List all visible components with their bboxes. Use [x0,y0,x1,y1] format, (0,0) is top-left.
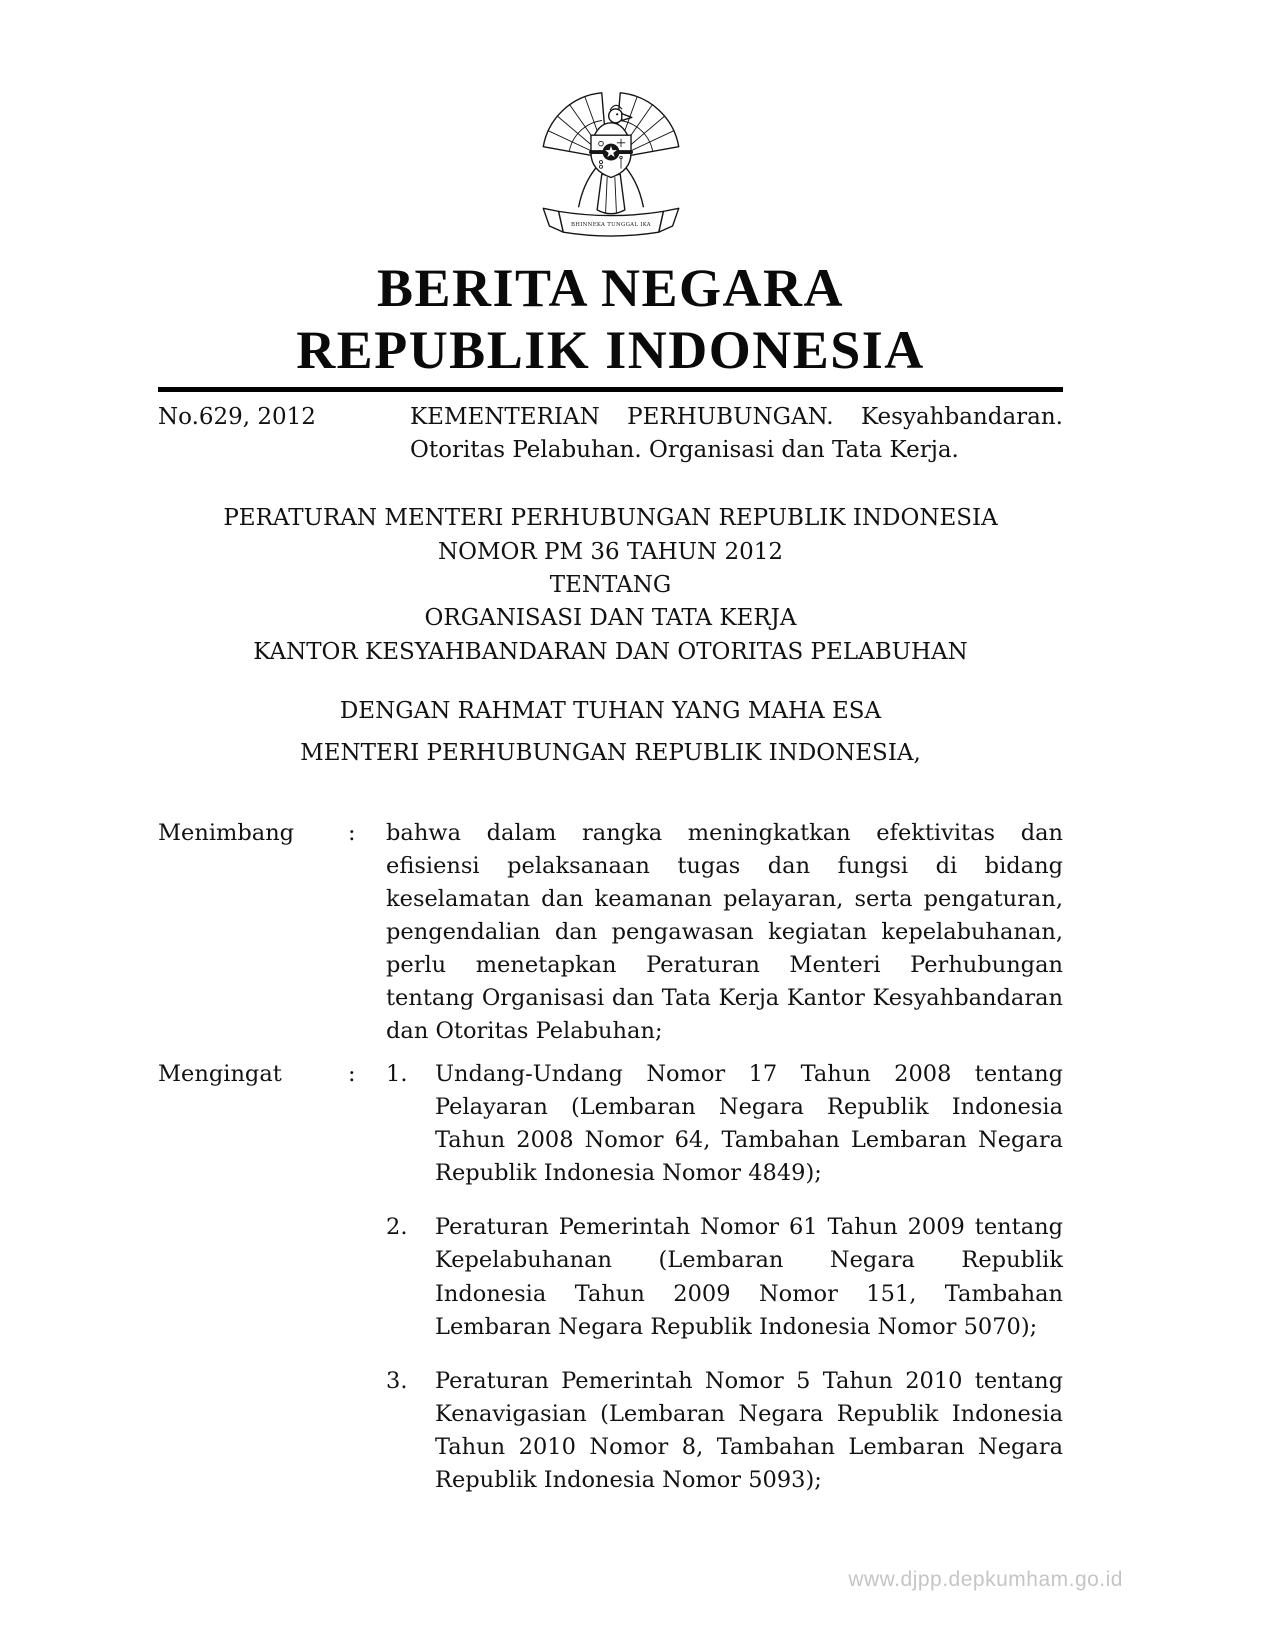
garuda-pancasila-emblem [534,62,688,247]
menimbang-text: bahwa dalam rangka meningkatkan efektivitas dan efisiensi pelaksanaan tugas dan fungsi di bidang keselamatan dan keamanan pelayaran, serta pengaturan, pengendalian dan pengawasan kegiatan kepelabuhanan, perlu menetapkan Peraturan Menteri Perhubungan tentang Organisasi dan Tata Kerja Kantor Kesyahbandaran dan Otoritas Pelabuhan; [386,819,1063,1045]
menimbang-label: Menimbang [158,819,295,846]
mengingat-list [386,1058,1063,1497]
invocation-line-1: DENGAN RAHMAT TUHAN YANG MAHA ESA [339,698,882,725]
masthead-title [158,257,1063,381]
menimbang-section [158,817,1063,1048]
legal-basis-item [386,1365,1063,1497]
regulation-title-line: PERATURAN MENTERI PERHUBUNGAN REPUBLIK INDONESIA [223,505,998,532]
issue-number: No.629, 2012 [158,403,316,430]
legal-basis-item [386,1211,1063,1343]
tentang-line: TENTANG [549,571,672,598]
menimbang-colon: : [348,819,356,846]
mengingat-section [158,1058,1063,1497]
tail-feathers [597,174,625,213]
footer-watermark: www.djpp.depkumham.go.id [848,1568,1123,1591]
garuda-pancasila-icon [534,62,688,247]
right-leg [626,168,643,206]
item-number: 2. [386,1214,408,1241]
masthead-title-line2: REPUBLIK INDONESIA [296,319,925,380]
masthead-info-row [158,401,1063,466]
item-text: Peraturan Pemerintah Nomor 61 Tahun 2009 tentang Kepelabuhanan (Lembaran Negara Republik Indonesia Tahun 2009 Nomor 151, Tambahan Lembaran Negara Republik Indonesia Nomor 5070); [435,1214,1063,1340]
banner-motto-text: BHINNEKA TUNGGAL IKA [570,222,651,229]
subject-abstract: KEMENTERIAN PERHUBUNGAN. Kesyahbandaran. Otoritas Pelabuhan. Organisasi dan Tata Kerja. [410,403,1063,463]
item-text: Undang-Undang Nomor 17 Tahun 2008 tentang Pelayaran (Lembaran Negara Republik Indonesia Tahun 2008 Nomor 64, Tambahan Lembaran Negara Republik Indonesia Nomor 4849); [435,1061,1063,1187]
legal-basis-item [386,1058,1063,1190]
pancasila-shield [590,135,630,177]
invocation-block [158,695,1063,771]
masthead-rule [158,387,1063,392]
item-text: Peraturan Pemerintah Nomor 5 Tahun 2010 tentang Kenavigasian (Lembaran Negara Republik Indonesia Tahun 2010 Nomor 8, Tambahan Lembaran Negara Republik Indonesia Nomor 5093); [435,1367,1063,1493]
mengingat-colon: : [348,1061,356,1088]
item-number: 3. [386,1367,408,1394]
mengingat-label: Mengingat [158,1061,282,1088]
invocation-line-2: MENTERI PERHUBUNGAN REPUBLIK INDONESIA, [300,740,921,767]
left-leg [578,168,595,206]
masthead-title-line1: BERITA NEGARA [376,257,845,318]
regulation-number-line: NOMOR PM 36 TAHUN 2012 [437,538,784,565]
regulation-heading [158,502,1063,669]
subject-line-2: KANTOR KESYAHBANDARAN DAN OTORITAS PELABUHAN [253,638,968,665]
item-number: 1. [386,1061,408,1088]
subject-line-1: ORGANISASI DAN TATA KERJA [424,605,797,632]
